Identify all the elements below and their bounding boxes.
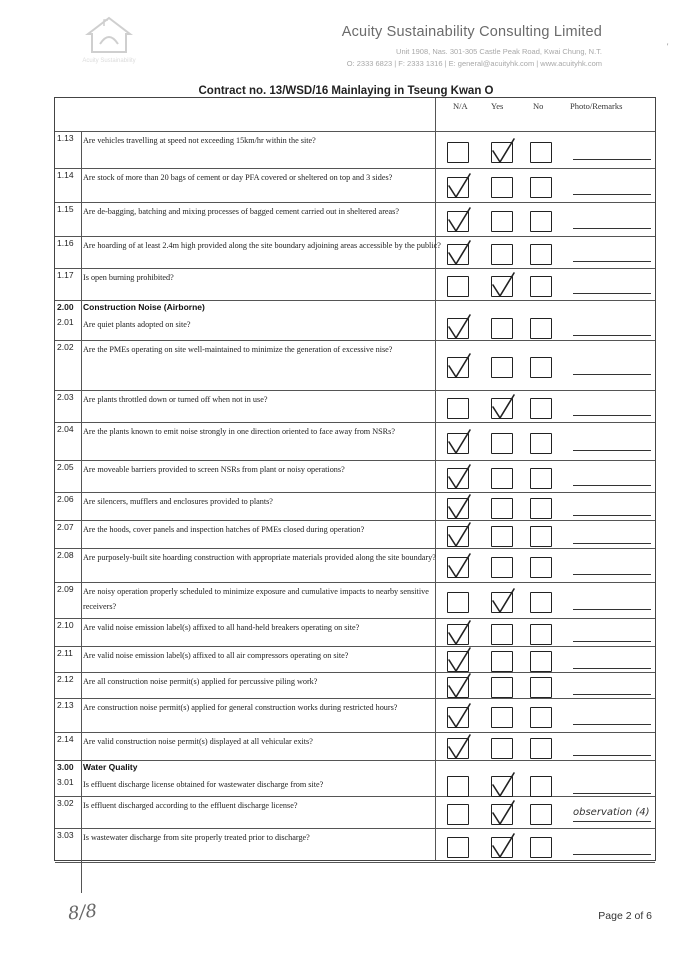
checkbox-yes[interactable] [491,244,513,265]
question-text: Are moveable barriers provided to screen NSRs from plant or noisy operations? [83,465,345,474]
remark-line[interactable] [573,755,651,756]
checkbox-na[interactable] [447,276,469,297]
checkbox-yes[interactable] [491,776,513,797]
checkbox-na[interactable] [447,211,469,232]
checkbox-na[interactable] [447,244,469,265]
checkbox-na[interactable] [447,624,469,645]
remark-line[interactable] [573,194,651,195]
checkbox-no[interactable] [530,244,552,265]
item-number: 2.08 [57,550,74,560]
checklist-row [55,796,655,828]
question-text: Are purposely-built site hoarding construction with appropriate materials provided along the site boundary? [83,553,436,562]
checkbox-yes[interactable] [491,837,513,858]
checklist-row [55,582,655,618]
section-heading: Water Quality [83,762,138,772]
question-text: Are silencers, mufflers and enclosures provided to plants? [83,497,273,506]
checklist-row [55,300,655,340]
remark-line[interactable] [573,450,651,451]
checkbox-na[interactable] [447,557,469,578]
item-number: 3.02 [57,798,74,808]
item-number: 2.14 [57,734,74,744]
checkbox-yes[interactable] [491,357,513,378]
item-number: 2.12 [57,674,74,684]
checkbox-yes[interactable] [491,318,513,339]
remark-line[interactable] [573,485,651,486]
tick-mark-icon [445,552,473,582]
page-number: Page 2 of 6 [598,910,652,922]
checkbox-no[interactable] [530,677,552,698]
checklist-row [55,131,655,168]
tick-mark-icon [489,587,517,617]
checkbox-na[interactable] [447,357,469,378]
col-head-no: No [533,101,544,111]
checklist-row [55,390,655,422]
tick-mark-icon [489,271,517,301]
checkbox-na[interactable] [447,177,469,198]
tick-mark-icon [445,702,473,732]
company-logo [80,14,138,78]
checkbox-no[interactable] [530,804,552,825]
checkbox-na[interactable] [447,142,469,163]
checklist-row [55,236,655,268]
checkbox-no[interactable] [530,177,552,198]
checklist-row [55,672,655,698]
remark-line[interactable] [573,335,651,336]
checkbox-yes[interactable] [491,804,513,825]
checkbox-yes[interactable] [491,433,513,454]
checklist-row [55,618,655,646]
checkbox-yes[interactable] [491,526,513,547]
question-text: Is effluent discharge license obtained for wastewater discharge from site? [83,780,324,789]
question-text: Are the hoods, cover panels and inspection hatches of PMEs closed during operation? [83,525,365,534]
checklist-row [55,520,655,548]
tick-mark-icon [489,799,517,829]
item-number: 2.09 [57,584,74,594]
checklist-table [54,97,656,861]
checkbox-yes[interactable] [491,468,513,489]
checkbox-yes[interactable] [491,677,513,698]
remark-line[interactable] [573,821,651,822]
grid-line [55,131,655,132]
item-number: 2.02 [57,342,74,352]
checkbox-na[interactable] [447,433,469,454]
checkbox-no[interactable] [530,624,552,645]
company-name: Acuity Sustainability Consulting Limited [341,24,602,40]
checkbox-yes[interactable] [491,276,513,297]
checklist-row [55,168,655,202]
question-text: Are the plants known to emit noise strongly in one direction oriented to face away from NSRs? [83,427,395,436]
tick-mark-icon [445,463,473,493]
checkbox-na[interactable] [447,592,469,613]
checkbox-na[interactable] [447,526,469,547]
question-text: Are de-bagging, batching and mixing processes of bagged cement carried out in sheltered areas? [83,207,400,216]
remark-line[interactable] [573,574,651,575]
checkbox-na[interactable] [447,837,469,858]
stray-mark: ' [667,42,669,51]
question-text: Are quiet plants adopted on site? [83,320,191,329]
item-number: 1.14 [57,170,74,180]
tick-mark-icon [445,428,473,458]
item-number: 3.01 [57,777,74,787]
remark-line[interactable] [573,854,651,855]
remark-line[interactable] [573,415,651,416]
item-number: 1.16 [57,238,74,248]
checkbox-no[interactable] [530,707,552,728]
checkbox-yes[interactable] [491,557,513,578]
item-number: 2.11 [57,648,73,658]
item-number: 3.03 [57,830,74,840]
checklist-row [55,760,655,796]
remark-line[interactable] [573,793,651,794]
checkbox-yes[interactable] [491,211,513,232]
question-text: Are the PMEs operating on site well-maintained to minimize the generation of excessive nise? [83,345,393,354]
checkbox-na[interactable] [447,498,469,519]
checkbox-no[interactable] [530,557,552,578]
handwritten-initials: 8/8 [66,900,98,925]
question-text: Is open burning prohibited? [83,273,174,282]
question-text: Are valid noise emission label(s) affixed to all air compressors operating on site? [83,651,349,660]
item-number: 2.04 [57,424,74,434]
checkbox-no[interactable] [530,498,552,519]
question-text: Are vehicles travelling at speed not exceeding 15km/hr within the site? [83,136,316,145]
remark-line[interactable] [573,261,651,262]
item-number: 1.17 [57,270,74,280]
checkbox-na[interactable] [447,677,469,698]
item-number: 2.00 [57,302,74,312]
checklist-row [55,460,655,492]
remark-line[interactable] [573,515,651,516]
checkbox-no[interactable] [530,357,552,378]
tick-mark-icon [445,239,473,269]
remark-line[interactable] [573,228,651,229]
logo-text: Acuity Sustainability [82,58,136,64]
remark-line[interactable] [573,159,651,160]
item-number: 2.07 [57,522,74,532]
letterhead [0,0,692,80]
item-number: 2.06 [57,494,74,504]
checkbox-na[interactable] [447,707,469,728]
checkbox-na[interactable] [447,804,469,825]
checklist-row [55,732,655,760]
item-number: 2.13 [57,700,74,710]
item-number: 2.03 [57,392,74,402]
tick-mark-icon [445,172,473,202]
item-number: 2.01 [57,317,74,327]
grid-line [55,862,655,863]
item-number: 2.10 [57,620,74,630]
remark-line[interactable] [573,293,651,294]
question-text: Are noisy operation properly scheduled to minimize exposure and cumulative impacts to nearby sensitive receivers? [83,587,429,611]
checkbox-yes[interactable] [491,707,513,728]
tick-mark-icon [445,206,473,236]
checklist-row [55,492,655,520]
remark-line[interactable] [573,724,651,725]
checkbox-no[interactable] [530,433,552,454]
checklist-row [55,268,655,300]
tick-mark-icon [489,393,517,423]
checklist-row [55,828,655,862]
company-address: Unit 1908, Nas. 301-305 Castle Peak Road, Kwai Chung, N.T. [396,47,602,56]
tick-mark-icon [445,313,473,343]
remark-line[interactable] [573,609,651,610]
checkbox-no[interactable] [530,592,552,613]
checkbox-yes[interactable] [491,624,513,645]
checkbox-no[interactable] [530,526,552,547]
checkbox-na[interactable] [447,318,469,339]
question-text: Is effluent discharged according to the effluent discharge license? [83,801,298,810]
checkbox-yes[interactable] [491,177,513,198]
checklist-row [55,340,655,390]
checkbox-no[interactable] [530,651,552,672]
col-head-remarks: Photo/Remarks [570,101,623,111]
checkbox-yes[interactable] [491,398,513,419]
remark-line[interactable] [573,694,651,695]
checkbox-no[interactable] [530,398,552,419]
checkbox-yes[interactable] [491,498,513,519]
tick-mark-icon [445,521,473,551]
question-text: Is wastewater discharge from site properly treated prior to discharge? [83,833,310,842]
question-text: Are valid noise emission label(s) affixed to all hand-held breakers operating on site? [83,623,360,632]
col-head-na: N/A [453,101,468,111]
remark-line[interactable] [573,374,651,375]
question-text: Are stock of more than 20 bags of cement or day PFA covered or sheltered on top and 3 sides? [83,173,393,182]
checkbox-no[interactable] [530,776,552,797]
checkbox-na[interactable] [447,776,469,797]
checklist-row [55,698,655,732]
checkbox-yes[interactable] [491,592,513,613]
question-text: Are valid construction noise permit(s) displayed at all vehicular exits? [83,737,313,746]
remark-line[interactable] [573,543,651,544]
checkbox-na[interactable] [447,651,469,672]
checkbox-no[interactable] [530,837,552,858]
tick-mark-icon [489,137,517,167]
checklist-row [55,422,655,460]
section-heading: Construction Noise (Airborne) [83,302,205,312]
checkbox-yes[interactable] [491,738,513,759]
remark-text: observation (4) [573,807,650,818]
checklist-row [55,202,655,236]
remark-line[interactable] [573,641,651,642]
tick-mark-icon [445,619,473,649]
checkbox-yes[interactable] [491,651,513,672]
checkbox-na[interactable] [447,398,469,419]
item-number: 1.15 [57,204,74,214]
checkbox-na[interactable] [447,738,469,759]
tick-mark-icon [489,832,517,862]
checklist-row [55,548,655,582]
item-number: 1.13 [57,133,74,143]
col-head-yes: Yes [491,101,504,111]
checkbox-no[interactable] [530,142,552,163]
question-text: Are construction noise permit(s) applied for general construction works during restricted hours? [83,703,398,712]
remark-line[interactable] [573,668,651,669]
question-text: Are hoarding of at least 2.4m high provided along the site boundary adjoining areas accessible by the public? [83,241,441,250]
checkbox-no[interactable] [530,276,552,297]
contract-title: Contract no. 13/WSD/16 Mainlaying in Tseung Kwan O [198,85,494,97]
checkbox-no[interactable] [530,211,552,232]
checkbox-no[interactable] [530,468,552,489]
checkbox-na[interactable] [447,468,469,489]
checkbox-yes[interactable] [491,142,513,163]
checklist-row [55,646,655,672]
question-text: Are plants throttled down or turned off when not in use? [83,395,268,404]
tick-mark-icon [445,733,473,763]
tick-mark-icon [445,352,473,382]
company-contact: O: 2333 6823 | F: 2333 1316 | E: general@acuityhk.com | www.acuityhk.com [346,59,602,68]
tick-mark-icon [445,493,473,523]
question-text: Are all construction noise permit(s) applied for percussive piling work? [83,677,318,686]
item-number: 2.05 [57,462,74,472]
checkbox-no[interactable] [530,318,552,339]
checkbox-no[interactable] [530,738,552,759]
item-number: 3.00 [57,762,74,772]
